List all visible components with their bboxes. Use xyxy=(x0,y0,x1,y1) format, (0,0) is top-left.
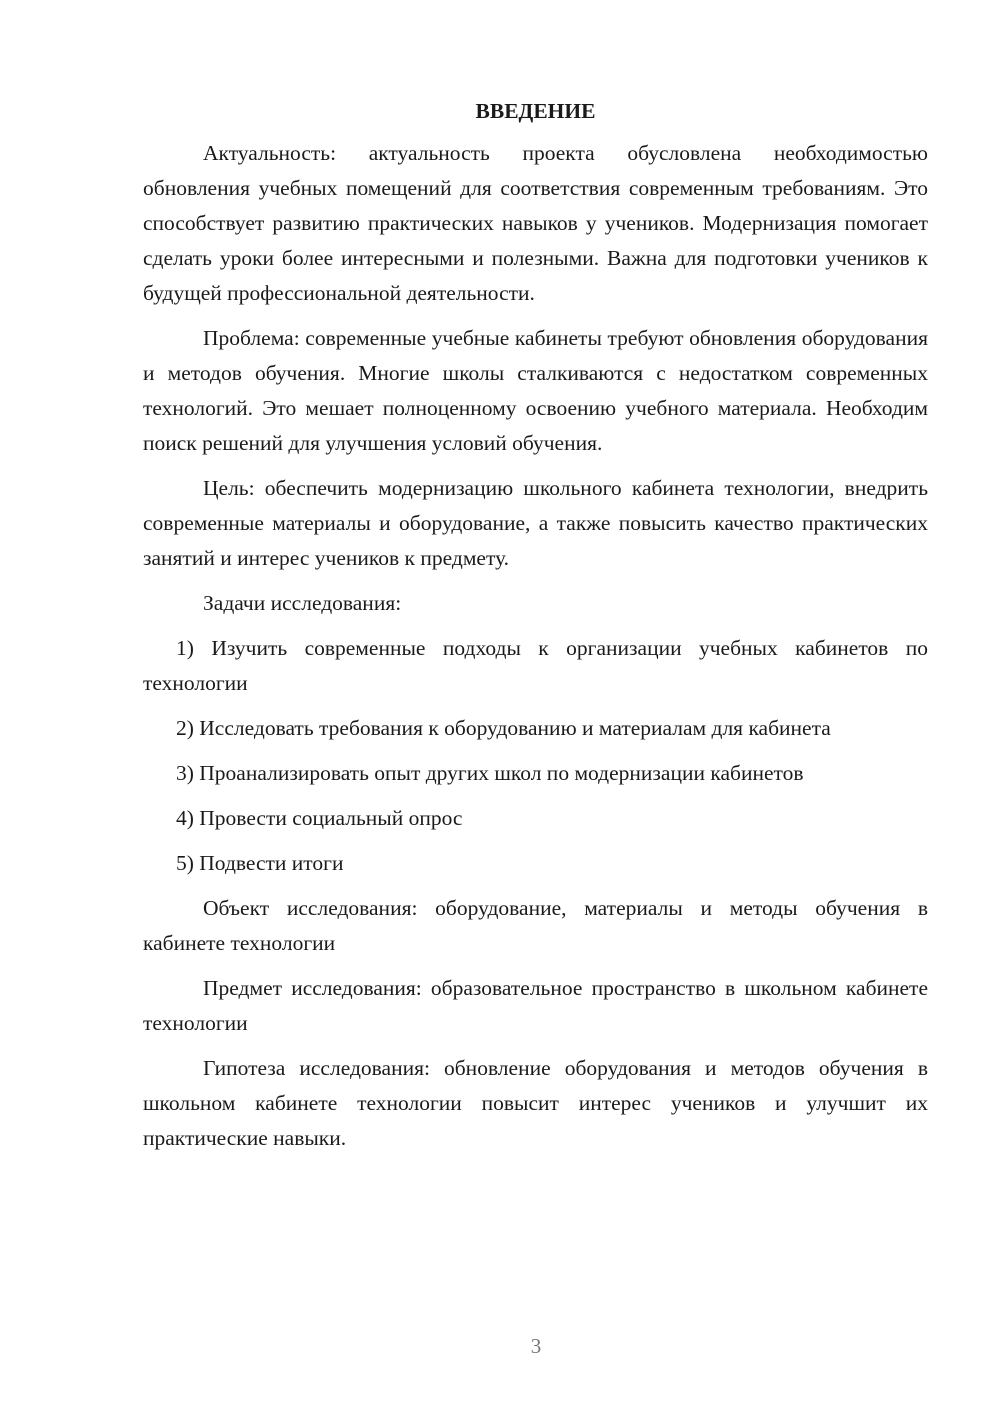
page-content xyxy=(143,96,928,1166)
task-item: 3) Проанализировать опыт других школ по модернизации кабинетов xyxy=(176,761,804,785)
task-item: 1) Изучить современные подходы к организации учебных кабинетов по технологии xyxy=(143,636,928,695)
object-paragraph: Объект исследования: оборудование, материалы и методы обучения в кабинете технологии xyxy=(143,896,928,955)
section-heading: ВВЕДЕНИЕ xyxy=(475,99,596,123)
tasks-title: Задачи исследования: xyxy=(203,591,402,615)
relevance-paragraph: Актуальность: актуальность проекта обусловлена необходимостью обновления учебных помещений для соответствия современным требованиям. Это способствует развитию практических навыков у учеников. Модернизация помогает сделать уроки более интересными и полезными. Важна для подготовки учеников к будущей профессиональной деятельности. xyxy=(143,141,928,305)
task-item: 4) Провести социальный опрос xyxy=(176,806,463,830)
task-item: 2) Исследовать требования к оборудованию и материалам для кабинета xyxy=(176,716,831,740)
page-number: 3 xyxy=(530,1334,542,1358)
problem-paragraph: Проблема: современные учебные кабинеты требуют обновления оборудования и методов обучения. Многие школы сталкиваются с недостатком современных технологий. Это мешает полноценному освоению учебного материала. Необходим поиск решений для улучшения условий обучения. xyxy=(143,326,928,455)
task-item: 5) Подвести итоги xyxy=(176,851,344,875)
goal-paragraph: Цель: обеспечить модернизацию школьного кабинета технологии, внедрить современные материалы и оборудование, а также повысить качество практических занятий и интерес учеников к предмету. xyxy=(143,476,928,570)
subject-paragraph: Предмет исследования: образовательное пространство в школьном кабинете технологии xyxy=(143,976,928,1035)
hypothesis-paragraph: Гипотеза исследования: обновление оборудования и методов обучения в школьном кабинете технологии повысит интерес учеников и улучшит их практические навыки. xyxy=(143,1056,928,1150)
